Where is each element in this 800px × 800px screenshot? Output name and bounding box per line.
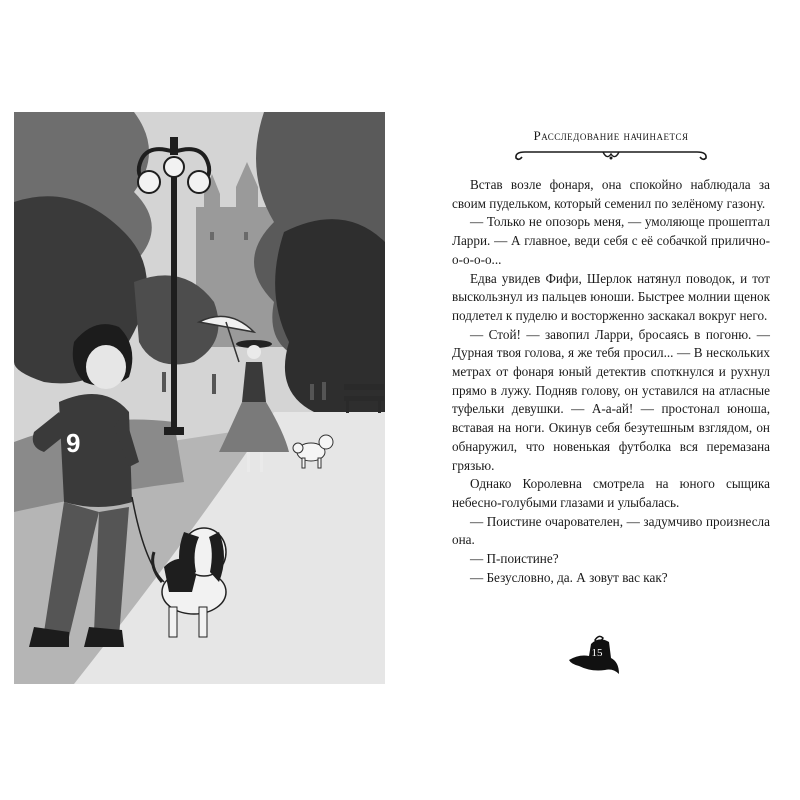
paragraph: — Стой! — завопил Ларри, бросаясь в погоню. — Дурная твоя голова, я же тебя просил... — В нескольких метрах от фонаря юный детектив споткнулся и рухнул прямо в лужу. Подняв голову, он уставился на атласные туфельки девушки. — А-а-ай! — простонал юноша, вставая на ноги. Окинув себя безутешным взглядом, он обнаружил, что новенькая футболка вся перемазана грязью. — [452, 326, 770, 473]
jersey-number: 9 — [66, 428, 81, 458]
paragraph: — Безусловно, да. А зовут вас как? — [470, 569, 668, 585]
illustration — [14, 112, 385, 684]
paragraph: — Поистине очарователен, — задумчиво произнесла она. — [452, 513, 770, 548]
paragraph: — П-поистине? — [470, 551, 559, 567]
park-scene-illustration — [14, 112, 385, 684]
page-number: 15 — [591, 647, 603, 659]
paragraph: Однако Королевна смотрела на юного сыщика небесно-голубыми глазами и улыбалась. — [452, 476, 770, 510]
body-text — [452, 176, 770, 587]
paragraph: Встав возле фонаря, она спокойно наблюдала за своим пудельком, который семенил по зелёному газону. — [452, 177, 770, 211]
scroll-ornament-icon — [511, 146, 711, 162]
paragraph: — Только не опозорь меня, — умоляюще прошептал Ларри. — А главное, веди себя с её собачкой прилично-о-о-о-о... — [452, 214, 770, 267]
running-head: Расследование начинается — [533, 128, 689, 143]
text-page — [452, 128, 770, 688]
paragraph: Едва увидев Фифи, Шерлок натянул поводок, и тот выскользнул из пальцев юноши. Быстрее молнии щенок подлетел к пуделю и восторженно заскакал вокруг него. — [452, 270, 770, 323]
